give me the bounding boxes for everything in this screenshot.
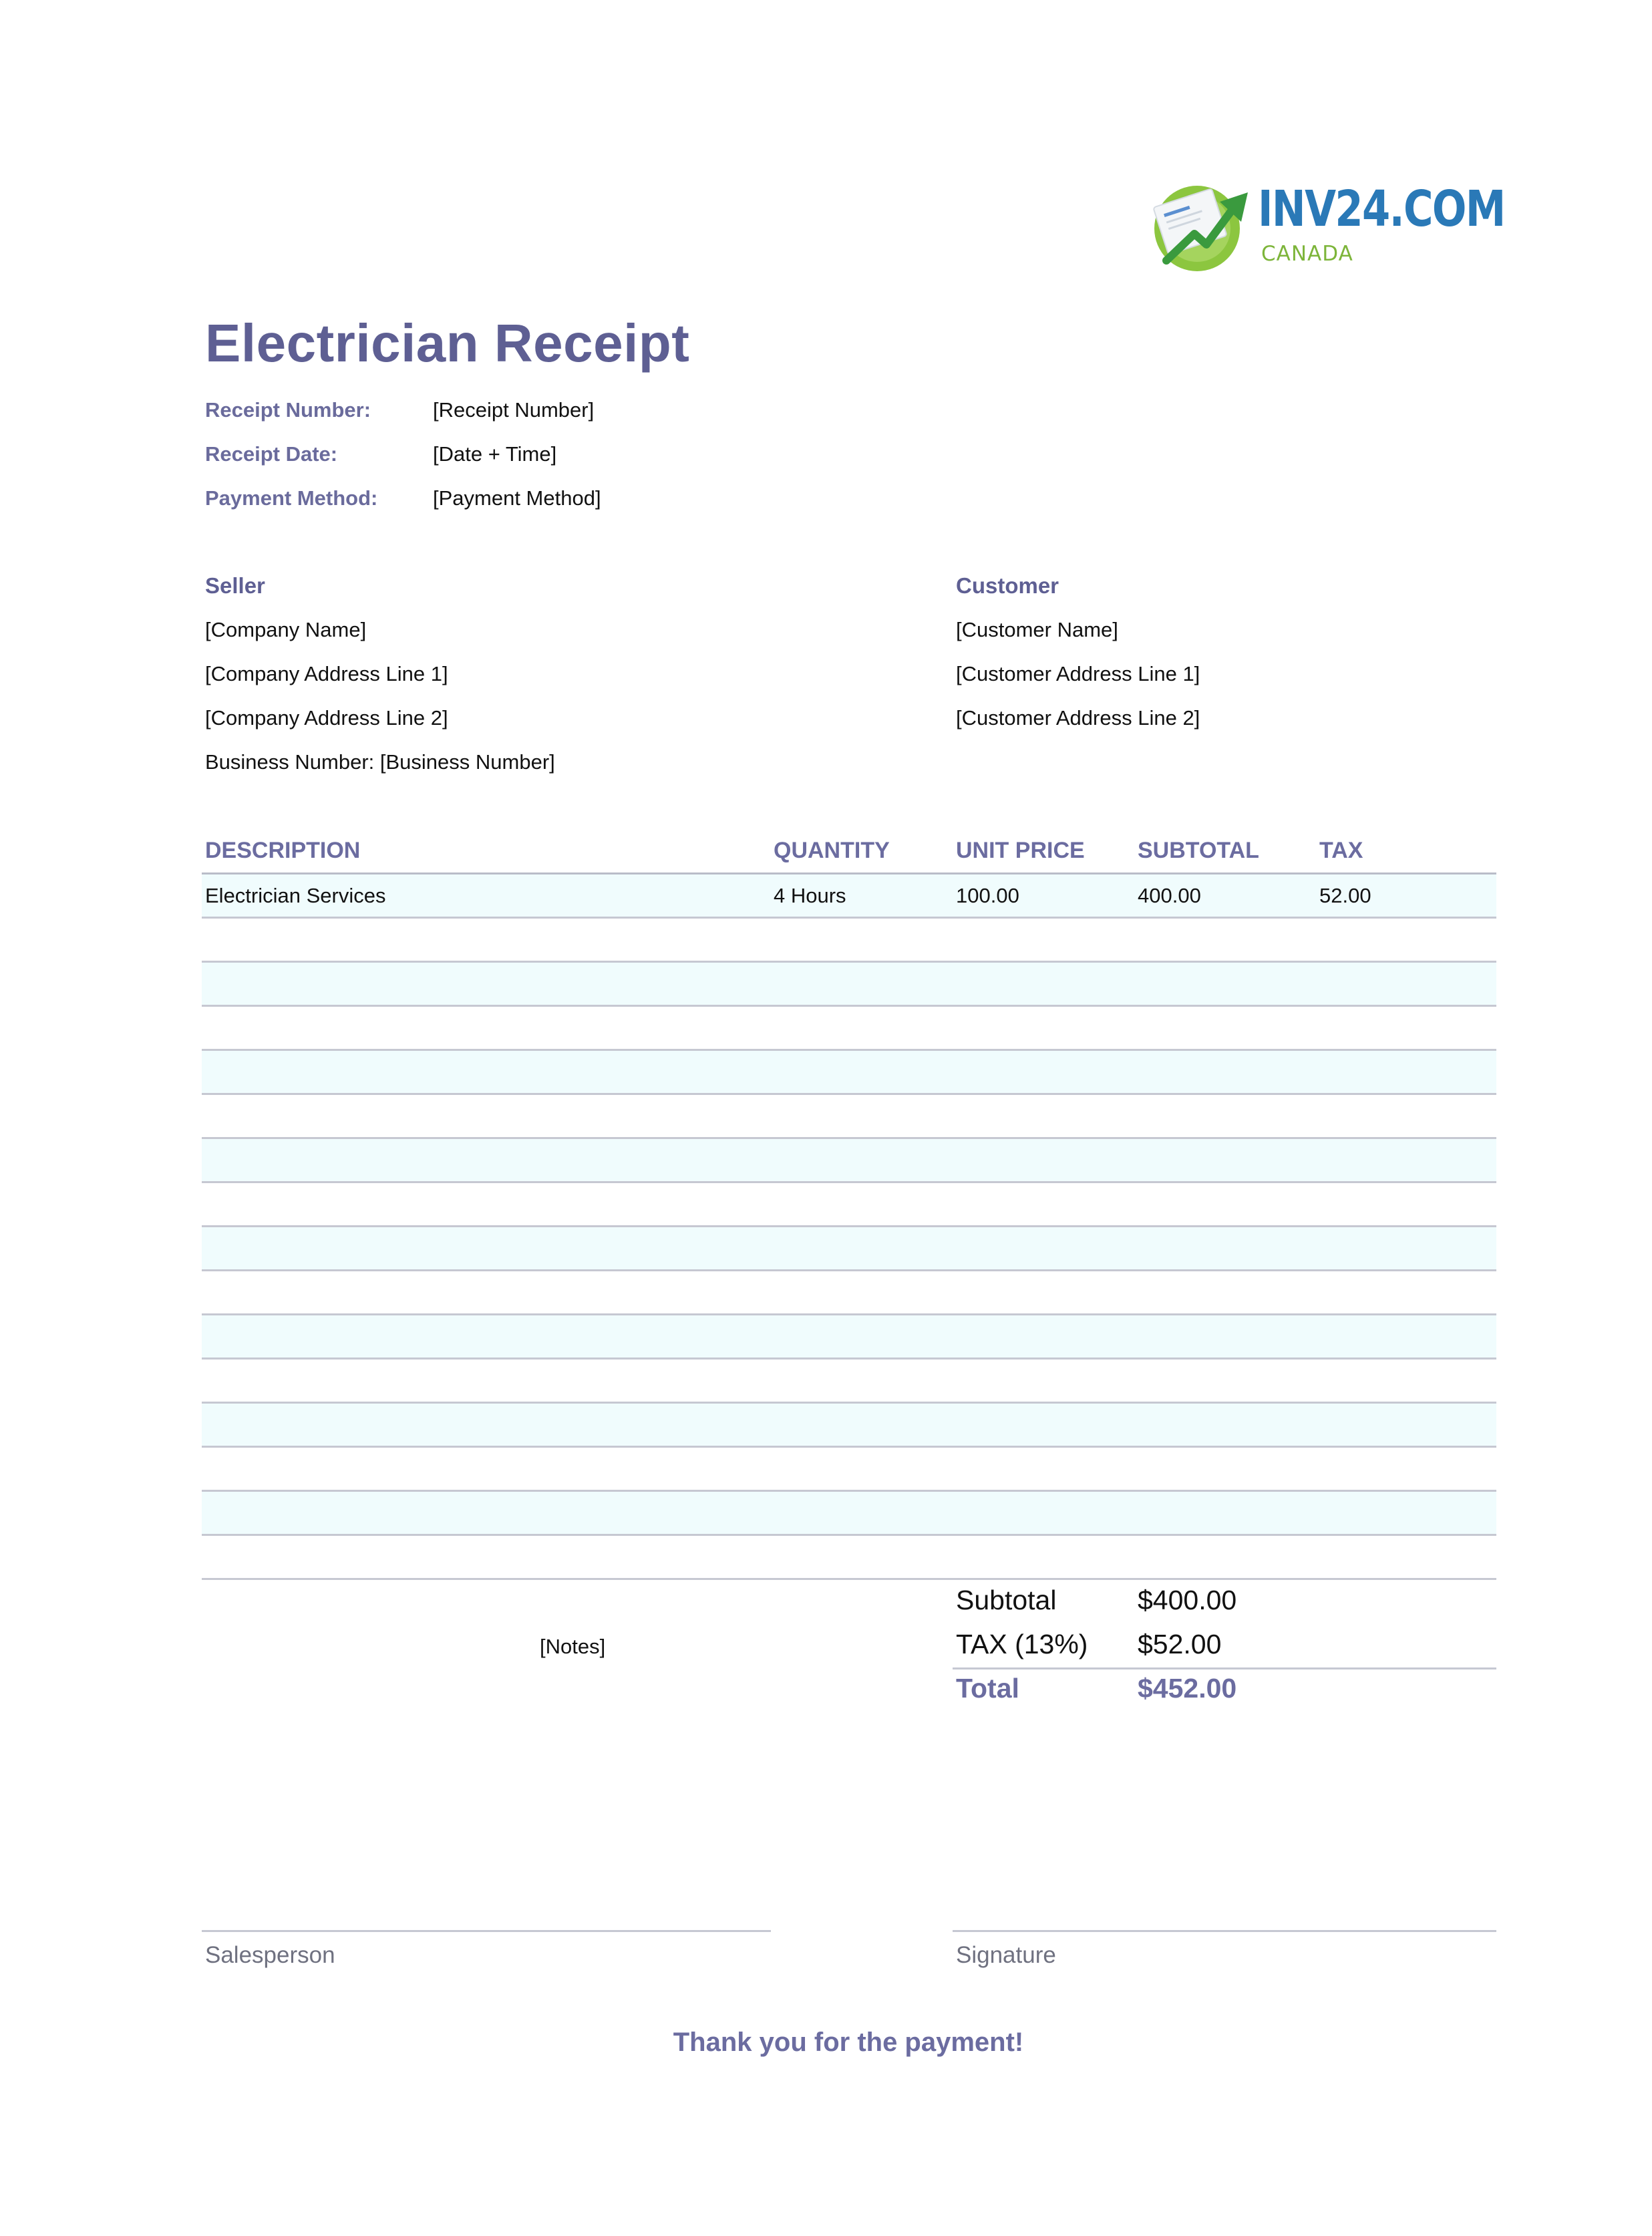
subtotal-label: Subtotal (956, 1585, 1057, 1615)
table-row (202, 1271, 1496, 1314)
tax-value: $52.00 (1138, 1629, 1222, 1659)
table-row (202, 1492, 1496, 1535)
table-row (202, 874, 1496, 917)
table-rule (202, 917, 1496, 919)
table-row (202, 919, 1496, 961)
seller-address-line-1: [Company Address Line 1] (205, 662, 448, 685)
tax-label: TAX (13%) (956, 1629, 1088, 1659)
table-rule (202, 1446, 1496, 1448)
signature-label: Signature (956, 1942, 1056, 1968)
column-header-subtotal: SUBTOTAL (1138, 838, 1259, 863)
company-logo (1148, 175, 1505, 274)
seller-business-number: Business Number: [Business Number] (205, 750, 555, 774)
logo-mark-icon (1148, 175, 1255, 274)
table-row (202, 963, 1496, 1005)
table-row (202, 1139, 1496, 1182)
seller-heading: Seller (205, 573, 265, 598)
table-rule (202, 1357, 1496, 1360)
payment-method-value: [Payment Method] (433, 486, 601, 510)
receipt-date-value: [Date + Time] (433, 442, 557, 466)
notes: [Notes] (540, 1635, 606, 1658)
column-header-quantity: QUANTITY (774, 838, 890, 863)
seller-company-name: [Company Name] (205, 618, 367, 641)
item-unit-price: 100.00 (956, 884, 1019, 907)
customer-heading: Customer (956, 573, 1059, 598)
total-label: Total (956, 1673, 1019, 1704)
item-subtotal: 400.00 (1138, 884, 1201, 907)
table-rule (202, 1402, 1496, 1404)
customer-name: [Customer Name] (956, 618, 1118, 641)
table-row (202, 1227, 1496, 1270)
column-header-description: DESCRIPTION (205, 838, 361, 863)
table-rule (202, 1490, 1496, 1492)
table-rule (202, 1225, 1496, 1227)
receipt-date-label: Receipt Date: (205, 442, 338, 466)
table-rule (202, 1181, 1496, 1183)
table-header-rule (202, 872, 1496, 874)
salesperson-signature-line (202, 1930, 771, 1932)
table-row (202, 1404, 1496, 1446)
item-description: Electrician Services (205, 884, 386, 907)
table-row (202, 1360, 1496, 1402)
table-row (202, 1315, 1496, 1358)
customer-address-line-1: [Customer Address Line 1] (956, 662, 1200, 685)
receipt-number-label: Receipt Number: (205, 398, 371, 422)
table-row (202, 1095, 1496, 1138)
logo-name: INV24.COM (1258, 180, 1505, 238)
table-rule (202, 1269, 1496, 1271)
total-value: $452.00 (1138, 1673, 1237, 1704)
column-header-tax: TAX (1319, 838, 1363, 863)
table-rule (202, 1005, 1496, 1007)
totals-divider (953, 1667, 1496, 1669)
seller-address-line-2: [Company Address Line 2] (205, 706, 448, 730)
subtotal-value: $400.00 (1138, 1585, 1237, 1615)
table-row (202, 1183, 1496, 1226)
signature-line (953, 1930, 1496, 1932)
table-rule (202, 961, 1496, 963)
salesperson-label: Salesperson (205, 1942, 335, 1968)
table-rule (202, 1137, 1496, 1139)
table-rule (202, 1049, 1496, 1051)
thank-you-message: Thank you for the payment! (673, 2028, 1024, 2057)
receipt-number-value: [Receipt Number] (433, 398, 595, 422)
payment-method-label: Payment Method: (205, 486, 378, 510)
table-rule (202, 1313, 1496, 1315)
item-quantity: 4 Hours (774, 884, 846, 907)
table-row (202, 1051, 1496, 1094)
table-rule (202, 1093, 1496, 1095)
table-row (202, 1448, 1496, 1490)
item-tax: 52.00 (1319, 884, 1371, 907)
table-rule (202, 1578, 1496, 1580)
table-row (202, 1536, 1496, 1579)
customer-address-line-2: [Customer Address Line 2] (956, 706, 1200, 730)
page-title: Electrician Receipt (205, 313, 690, 373)
logo-region: CANADA (1261, 242, 1353, 266)
table-row (202, 1007, 1496, 1050)
table-rule (202, 1534, 1496, 1536)
column-header-unit-price: UNIT PRICE (956, 838, 1085, 863)
